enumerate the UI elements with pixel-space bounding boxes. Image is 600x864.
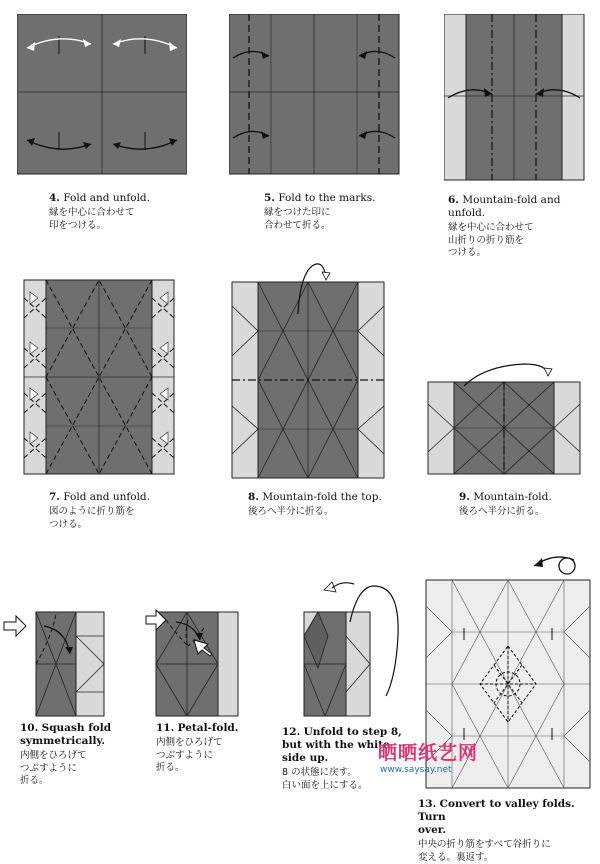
turn-over-icon: [559, 558, 575, 574]
step-4-diagram: [17, 14, 187, 176]
step-7-caption: 7. Fold and unfold. 図のように折り筋を つける。: [49, 491, 150, 530]
step-13-caption: 13. Convert to valley folds. Turn over. 中央の折り筋をすべて谷折りに 変える。裏返す。: [418, 798, 575, 863]
step-7-diagram: [22, 278, 178, 478]
step-10-caption: 10. Squash fold symmetrically. 内側をひろげて つぶすように 折る。: [20, 722, 112, 786]
step-4-caption: 4. Fold and unfold. 縁を中心に合わせて 印をつける。: [49, 192, 150, 231]
step-9-diagram: [424, 358, 584, 478]
step-5-diagram: [229, 14, 401, 176]
step-5-caption: 5. Fold to the marks. 縁をつけた印に 合わせて折る。: [264, 192, 376, 231]
step-11-caption: 11. Petal-fold. 内側をひろげて つぶすように 折る。: [156, 722, 239, 773]
step-6-caption: 6. Mountain-fold and unfold. 縁を中心に合わせて 山折りの折り筋を つける。: [448, 194, 561, 258]
step-12-diagram: [288, 576, 408, 720]
step-9-caption: 9. Mountain-fold. 後ろへ半分に折る。: [459, 491, 552, 517]
step-12-caption: 12. Unfold to step 8, but with the white side up. 8 の状態に戻す。 白い面を上にする。: [282, 726, 402, 791]
push-arrow-icon: [4, 616, 26, 636]
step-11-diagram: [144, 606, 244, 718]
step-8-caption: 8. Mountain-fold the top. 後ろへ半分に折る。: [248, 491, 382, 517]
step-6-diagram: [444, 14, 586, 182]
step-10-diagram: [2, 606, 108, 718]
site-watermark: [378, 738, 478, 775]
step-8-diagram: [228, 258, 388, 482]
watermark-title: 晒晒纸艺网: [378, 742, 479, 764]
watermark-url: www.saysay.net: [380, 765, 452, 775]
